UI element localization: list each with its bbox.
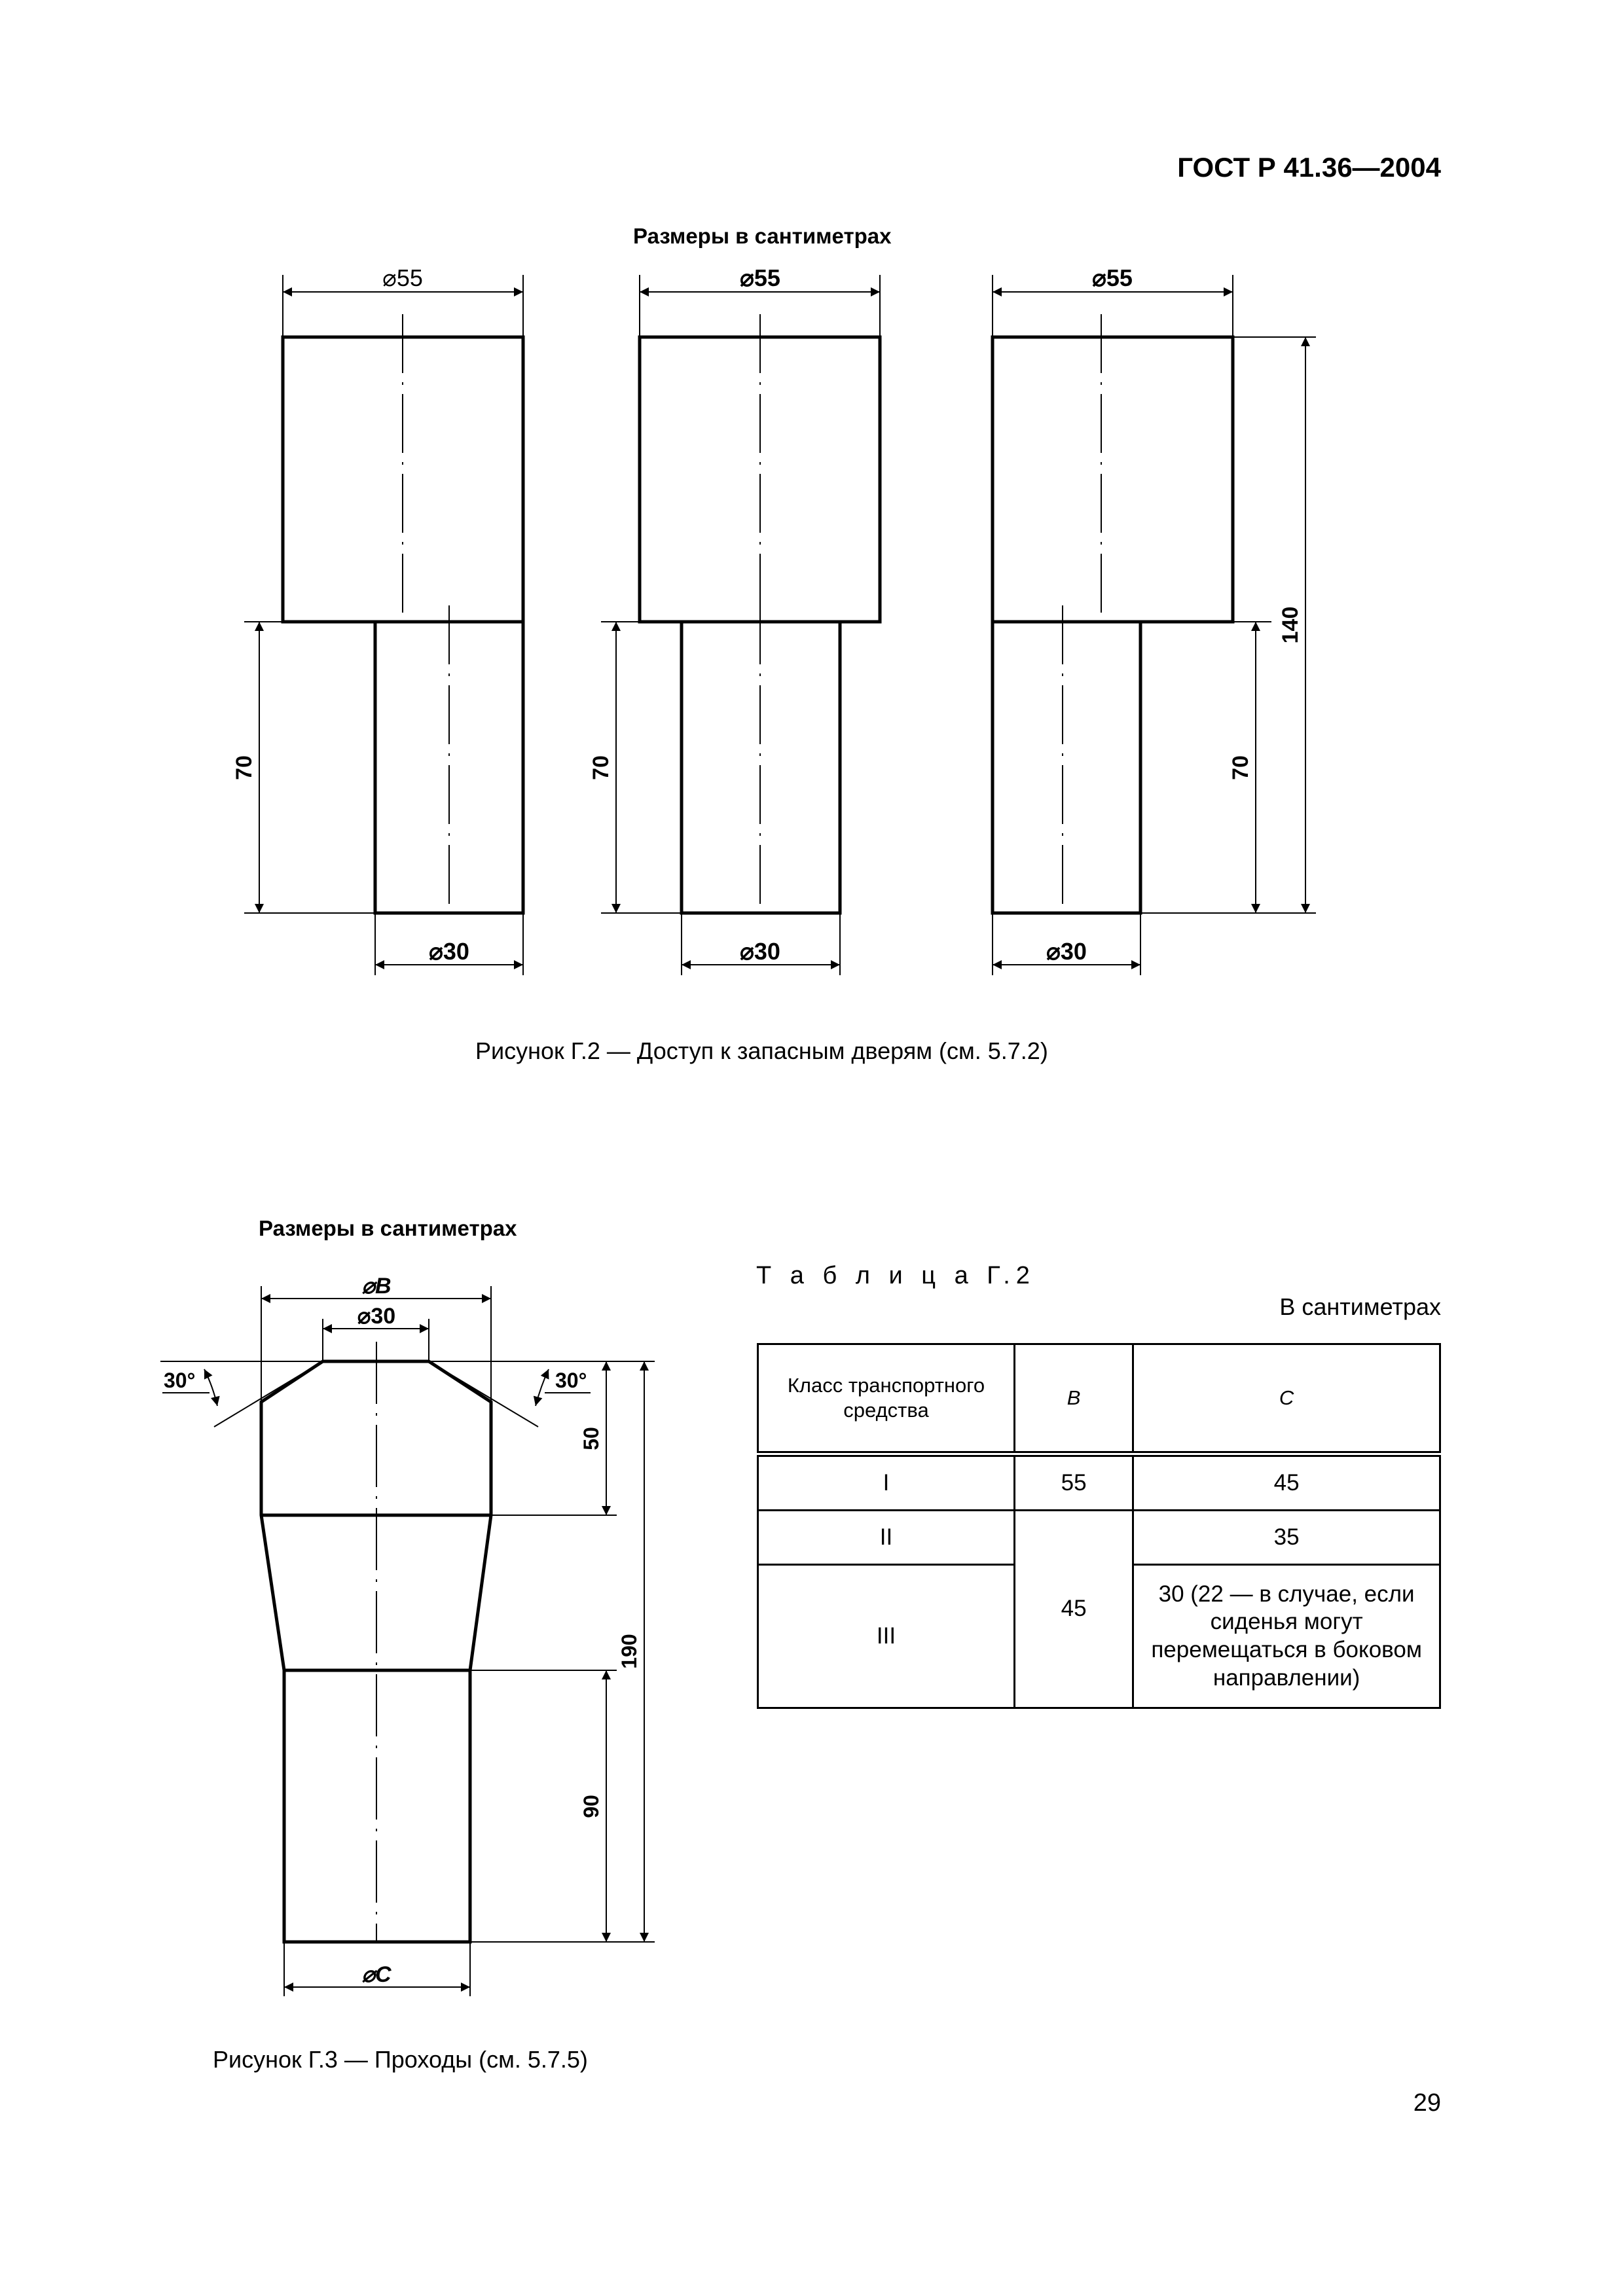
- g2-left-bottom-dim: ⌀30: [429, 938, 469, 965]
- figure-g2-caption: Рисунок Г.2 — Доступ к запасным дверям (см. 5.7.2): [475, 1037, 1048, 1064]
- g2-middle-template: [601, 275, 880, 975]
- g3-dim-190: 190: [617, 1634, 641, 1669]
- table-header-row: [758, 1344, 1440, 1454]
- table-g2-units: В сантиметрах: [1279, 1293, 1441, 1320]
- g2-left-height-dim: 70: [232, 755, 257, 780]
- document-code: ГОСТ Р 41.36—2004: [1177, 152, 1441, 183]
- cell-class: I: [758, 1454, 1015, 1511]
- figure-g3-units-note: Размеры в сантиметрах: [259, 1216, 517, 1240]
- figure-g2-drawing: [244, 275, 1316, 975]
- table-row: [758, 1454, 1440, 1511]
- g3-dim-30: ⌀30: [357, 1304, 396, 1329]
- cell-class: II: [758, 1511, 1015, 1565]
- cell-c: 35: [1133, 1511, 1440, 1565]
- cell-class: III: [758, 1565, 1015, 1708]
- g2-right-height-dim: 70: [1228, 755, 1253, 780]
- g2-middle-height-dim: 70: [589, 755, 613, 780]
- g2-middle-bottom-dim: ⌀30: [740, 938, 780, 965]
- g2-right-template: [993, 275, 1316, 975]
- cell-b: 55: [1015, 1454, 1133, 1511]
- table-row: [758, 1511, 1440, 1565]
- g2-left-top-dim: ⌀55: [382, 264, 423, 291]
- g2-left-template: [244, 275, 523, 975]
- figure-g2-units-note: Размеры в сантиметрах: [633, 224, 892, 248]
- figure-g3-drawing: [160, 1286, 655, 1996]
- figure-g3-caption: Рисунок Г.3 — Проходы (см. 5.7.5): [213, 2046, 588, 2073]
- cell-c: 45: [1133, 1454, 1440, 1511]
- g3-angle-right: 30°: [555, 1369, 587, 1392]
- table-g2: [757, 1343, 1441, 1709]
- g2-middle-top-dim: ⌀55: [740, 264, 780, 291]
- g2-right-bottom-dim: ⌀30: [1046, 938, 1087, 965]
- g3-dim-b: ⌀B: [361, 1274, 392, 1299]
- g3-dim-90: 90: [579, 1795, 603, 1818]
- g3-dim-c: ⌀C: [361, 1962, 392, 1987]
- header-c: C: [1133, 1344, 1440, 1454]
- cell-c: 30 (22 — в случае, если сиденья могут перемещаться в боковом направлении): [1133, 1565, 1440, 1708]
- g3-dim-50: 50: [579, 1427, 603, 1450]
- header-vehicle-class: Класс транспортного средства: [758, 1344, 1015, 1454]
- g2-right-total-dim: 140: [1278, 606, 1303, 644]
- table-g2-title: Т а б л и ц а Г.2: [756, 1262, 1036, 1289]
- header-b: B: [1015, 1344, 1133, 1454]
- cell-b: 45: [1015, 1511, 1133, 1708]
- page-number: 29: [1413, 2089, 1441, 2117]
- g2-right-top-dim: ⌀55: [1092, 264, 1133, 291]
- g3-angle-left: 30°: [164, 1369, 196, 1392]
